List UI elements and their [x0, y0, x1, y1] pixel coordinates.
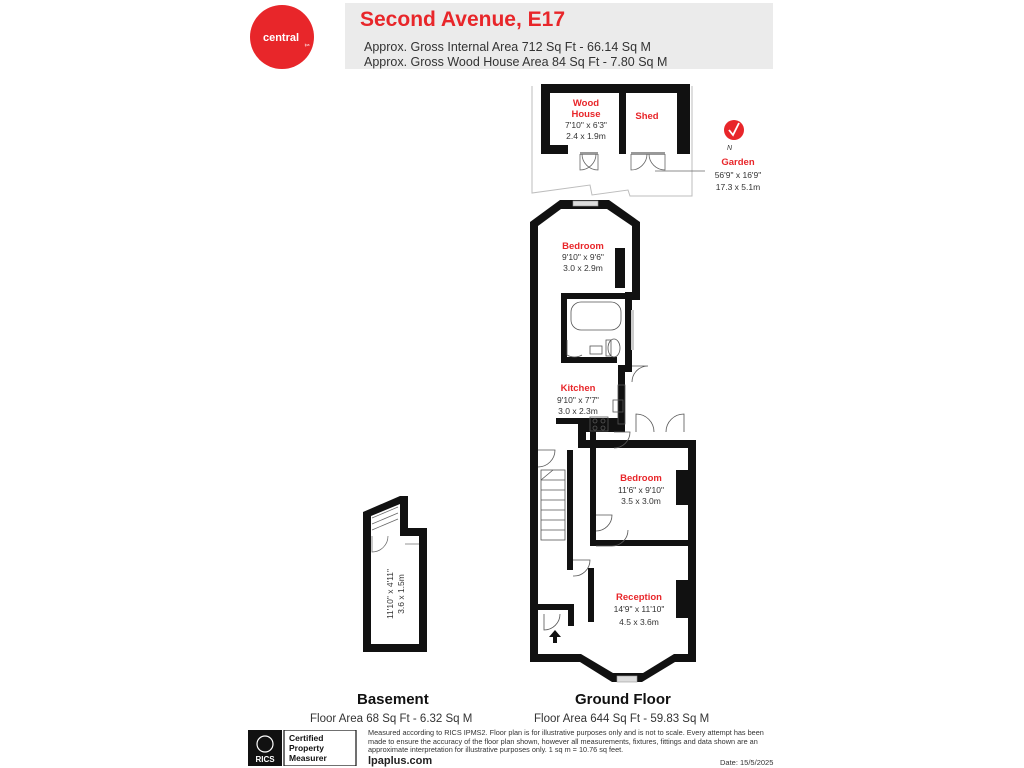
- gross-internal-area: Approx. Gross Internal Area 712 Sq Ft - 66.14 Sq M: [364, 40, 651, 54]
- plan-date: Date: 15/5/2025: [720, 758, 774, 767]
- kitchen-dim-imperial: 9'10" x 7'7": [557, 395, 599, 405]
- kitchen-dim-metric: 3.0 x 2.3m: [558, 406, 598, 416]
- gross-wood-house-area: Approx. Gross Wood House Area 84 Sq Ft - 7.80 Sq M: [364, 55, 668, 69]
- bedroom-middle-label: Bedroom: [620, 473, 662, 484]
- compass-north-label: N: [727, 145, 733, 152]
- reception-dim-imperial: 14'9" x 11'10": [613, 604, 665, 614]
- wood-house-label-1: Wood: [572, 98, 600, 109]
- reception-label: Reception: [616, 592, 662, 603]
- basement-dim-imperial: 11'10" x 4'11": [385, 568, 395, 620]
- garden-label: Garden: [721, 157, 755, 168]
- cert-line-2: Property: [289, 743, 324, 753]
- kitchen-label: Kitchen: [560, 383, 596, 394]
- reception-dim-metric: 4.5 x 3.6m: [619, 617, 659, 627]
- basement-walls: [363, 496, 427, 652]
- basement-floor-area: Floor Area 68 Sq Ft - 6.32 Sq M: [310, 713, 473, 725]
- bedroom-rear-dim-metric: 3.0 x 2.9m: [563, 263, 603, 273]
- garden-dim-metric: 17.3 x 5.1m: [715, 182, 761, 192]
- logo-subtext: Ipa: [304, 43, 310, 47]
- bedroom-middle-dim-metric: 3.5 x 3.0m: [621, 496, 661, 506]
- entrance-arrow-icon: [549, 630, 561, 643]
- garden-dim-imperial: 56'9" x 16'9": [714, 170, 762, 180]
- wood-house-dim-imperial: 7'10" x 6'3": [565, 120, 607, 130]
- website-link[interactable]: lpaplus.com: [368, 755, 433, 767]
- basement-title: Basement: [357, 691, 429, 708]
- cert-line-3: Measurer: [289, 753, 327, 763]
- ground-floor-area: Floor Area 644 Sq Ft - 59.83 Sq M: [534, 713, 710, 725]
- cert-line-1: Certified: [289, 733, 324, 743]
- bedroom-rear-label: Bedroom: [562, 241, 604, 252]
- bedroom-rear-dim-imperial: 9'10" x 9'6": [562, 252, 604, 262]
- ground-floor-title: Ground Floor: [575, 691, 671, 708]
- logo-text: central: [262, 32, 300, 44]
- wood-house-label-2: House: [571, 109, 601, 120]
- disclaimer: Measured according to RICS IPMS2. Floor plan is for illustrative purposes only and is not to scale. Every attempt has been made to ensure the accuracy of the floor plan shown, however all measurements, fixtures, fittings and data shown are an approximate interpretation for illustrative purposes only. 1 sq m = 10.76 sq feet.: [368, 728, 764, 755]
- garden-boundary: [532, 86, 692, 196]
- bedroom-middle-dim-imperial: 11'6" x 9'10": [618, 485, 664, 495]
- rics-certified-badge: [248, 730, 358, 766]
- property-title: Second Avenue, E17: [360, 8, 566, 31]
- rics-brand: RICS: [255, 755, 275, 764]
- shed-label: Shed: [635, 111, 659, 122]
- wood-house-dim-metric: 2.4 x 1.9m: [566, 131, 606, 141]
- compass-icon: [724, 120, 744, 152]
- basement-dim-metric: 3.6 x 1.5m: [396, 574, 406, 614]
